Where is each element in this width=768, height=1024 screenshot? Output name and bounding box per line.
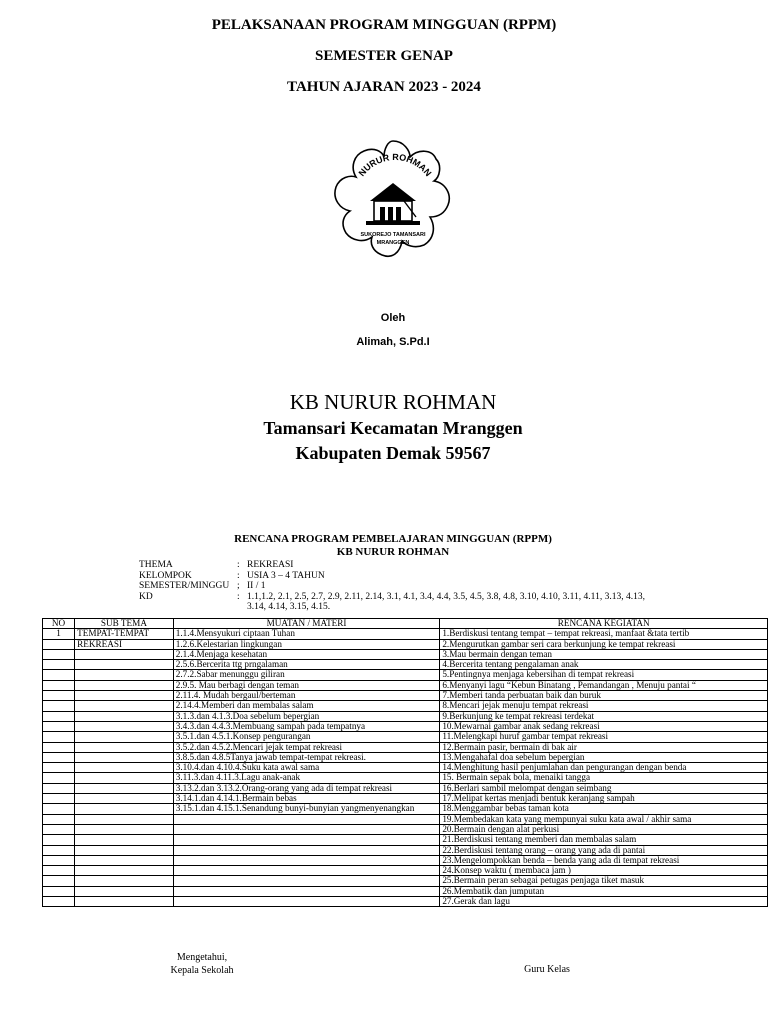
address-line2: Kabupaten Demak 59567: [295, 443, 491, 463]
cell-muatan: [173, 814, 440, 824]
cell-sub-tema: [75, 711, 174, 721]
cell-no: [43, 670, 75, 680]
cell-muatan: 3.4.3.dan 4.4.3.Membuang sampah pada tempatnya: [173, 721, 440, 731]
cell-sub-tema: [75, 845, 174, 855]
cell-rencana: 1.Berdiskusi tentang tempat – tempat rekreasi, manfaat &tata tertib: [440, 629, 768, 639]
cell-rencana: 8.Mencari jejak menuju tempat rekreasi: [440, 701, 768, 711]
cell-no: [43, 639, 75, 649]
logo-text-bottom1: SUKOREJO TAMANSARI: [360, 232, 426, 238]
cell-no: [43, 886, 75, 896]
table-row: [43, 639, 768, 649]
cell-sub-tema: [75, 783, 174, 793]
cell-rencana: 24.Konsep waktu ( membaca jam ): [440, 866, 768, 876]
sign-left-line2: Kepala Sekolah: [170, 965, 234, 976]
cell-rencana: 15. Bermain sepak bola, menaiki tangga: [440, 773, 768, 783]
info-value: USIA 3 – 4 TAHUN: [247, 570, 325, 581]
header-muatan: MUATAN / MATERI: [173, 619, 440, 629]
cell-no: [43, 783, 75, 793]
school-name: KB NURUR ROHMAN: [289, 390, 497, 414]
cell-muatan: [173, 845, 440, 855]
cell-rencana: 5.Pentingnya menjaga kebersihan di tempat rekreasi: [440, 670, 768, 680]
cell-muatan: [173, 835, 440, 845]
cell-muatan: 3.15.1.dan 4.15.1.Senandung bunyi-bunyian yangmenyenangkan: [173, 804, 440, 814]
cell-no: [43, 680, 75, 690]
cell-sub-tema: [75, 897, 174, 907]
cell-rencana: 13.Mengahafal doa sebelum bepergian: [440, 752, 768, 762]
table-row: [43, 794, 768, 804]
cell-muatan: 2.7.2.Sabar menunggu giliran: [173, 670, 440, 680]
table-row: [43, 824, 768, 834]
cell-muatan: 3.13.2.dan 3.13.2.Orang-orang yang ada di tempat rekreasi: [173, 783, 440, 793]
header-no: NO: [43, 619, 75, 629]
cell-muatan: 3.5.2.dan 4.5.2.Mencari jejak tempat rekreasi: [173, 742, 440, 752]
sign-left: [152, 951, 252, 977]
cell-sub-tema: [75, 660, 174, 670]
cell-rencana: 3.Mau bermain dengan teman: [440, 649, 768, 659]
address-line1: Tamansari Kecamatan Mranggen: [263, 418, 523, 438]
table-row: [43, 701, 768, 711]
cell-muatan: 3.8.5.dan 4.8.5Tanya jawab tempat-tempat rekreasi.: [173, 752, 440, 762]
cell-no: [43, 721, 75, 731]
cell-muatan: 3.14.1.dan 4.14.1.Bermain bebas: [173, 794, 440, 804]
cell-no: 1: [43, 629, 75, 639]
cell-muatan: 2.5.6.Bercerita ttg prngalaman: [173, 660, 440, 670]
table-row: [43, 670, 768, 680]
cell-no: [43, 701, 75, 711]
cell-muatan: 2.9.5. Mau berbagi dengan teman: [173, 680, 440, 690]
cell-sub-tema: [75, 814, 174, 824]
table-row: [43, 721, 768, 731]
cell-muatan: [173, 876, 440, 886]
cell-muatan: 3.11.3.dan 4.11.3.Lagu anak-anak: [173, 773, 440, 783]
rppm-title-line1: RENCANA PROGRAM PEMBELAJARAN MINGGUAN (RPPM): [234, 533, 552, 545]
logo-text-top: NURUR ROHMAN: [356, 151, 434, 179]
cell-no: [43, 866, 75, 876]
cell-sub-tema: [75, 691, 174, 701]
cell-muatan: [173, 886, 440, 896]
cell-muatan: 3.1.3.dan 4.1.3.Doa sebelum bepergian: [173, 711, 440, 721]
cell-muatan: [173, 824, 440, 834]
cell-sub-tema: [75, 752, 174, 762]
cell-sub-tema: [75, 855, 174, 865]
cell-sub-tema: TEMPAT-TEMPAT: [75, 629, 174, 639]
cell-rencana: 25.Bermain peran sebagai petugas penjaga tiket masuk: [440, 876, 768, 886]
cell-no: [43, 897, 75, 907]
cell-muatan: 2.14.4.Memberi dan membalas salam: [173, 701, 440, 711]
cell-muatan: 3.10.4.dan 4.10.4.Suku kata awal sama: [173, 763, 440, 773]
info-colon: [237, 602, 247, 613]
cell-sub-tema: [75, 670, 174, 680]
cell-muatan: [173, 897, 440, 907]
table-row: [43, 773, 768, 783]
cell-no: [43, 732, 75, 742]
cell-rencana: 27.Gerak dan lagu: [440, 897, 768, 907]
cover-title-line1: PELAKSANAAN PROGRAM MINGGUAN (RPPM): [211, 17, 557, 33]
cell-sub-tema: REKREASI: [75, 639, 174, 649]
table-row: [43, 752, 768, 762]
cell-muatan: 1.2.6.Kelestarian lingkungan: [173, 639, 440, 649]
school-logo: [330, 137, 456, 269]
cell-muatan: 1.1.4.Mensyukuri ciptaan Tuhan: [173, 629, 440, 639]
cell-sub-tema: [75, 721, 174, 731]
cell-rencana: 23.Mengelompokkan benda – benda yang ada di tempat rekreasi: [440, 855, 768, 865]
sign-left-line1: Mengetahui,: [176, 952, 228, 963]
info-key: KD: [139, 591, 153, 602]
table-row: [43, 711, 768, 721]
cell-no: [43, 660, 75, 670]
cell-no: [43, 763, 75, 773]
svg-text:NURUR ROHMAN: [357, 152, 434, 178]
table-row: [43, 814, 768, 824]
cell-rencana: 12.Bermain pasir, bermain di bak air: [440, 742, 768, 752]
table-row: [43, 855, 768, 865]
table-row: [43, 742, 768, 752]
info-row-thema: [139, 560, 677, 571]
cell-sub-tema: [75, 824, 174, 834]
sign-right: Guru Kelas: [524, 964, 570, 975]
table-row: [43, 660, 768, 670]
cell-sub-tema: [75, 773, 174, 783]
logo-text-bottom2: MRANGGEN: [376, 240, 410, 246]
cell-sub-tema: [75, 742, 174, 752]
info-row-semester: [139, 581, 677, 592]
table-row: [43, 629, 768, 639]
cell-no: [43, 845, 75, 855]
rppm-table: [42, 618, 768, 907]
cell-no: [43, 824, 75, 834]
cell-no: [43, 794, 75, 804]
cell-muatan: 2.1.4.Menjaga kesehatan: [173, 649, 440, 659]
cell-sub-tema: [75, 794, 174, 804]
cell-no: [43, 691, 75, 701]
rppm-title-line2: KB NURUR ROHMAN: [336, 546, 450, 558]
cell-no: [43, 742, 75, 752]
cell-no: [43, 814, 75, 824]
house-icon: [366, 183, 420, 225]
cell-rencana: 4.Bercerita tentang pengalaman anak: [440, 660, 768, 670]
table-row: [43, 897, 768, 907]
table-row: [43, 866, 768, 876]
cell-muatan: [173, 855, 440, 865]
table-row: [43, 804, 768, 814]
info-colon: :: [237, 560, 240, 570]
cell-no: [43, 835, 75, 845]
cell-sub-tema: [75, 866, 174, 876]
cover-title-line3: TAHUN AJARAN 2023 - 2024: [287, 79, 481, 95]
rppm-info: [139, 560, 677, 613]
info-key: SEMESTER/MINGGU: [139, 581, 230, 592]
table-body: [43, 629, 768, 907]
cell-no: [43, 876, 75, 886]
cell-rencana: 18.Menggambar bebas taman kota: [440, 804, 768, 814]
info-value: 1.1,1.2, 2.1, 2.5, 2.7, 2.9, 2.11, 2.14, 3.1, 4.1, 3.4, 4.4, 3.5, 4.5, 3.8, 4.8, 3.10, 4.10, 3.11, 4.11, 3.13, 4.13,: [247, 591, 645, 602]
cell-muatan: 2.11.4. Mudah bergaul/berteman: [173, 691, 440, 701]
cell-sub-tema: [75, 835, 174, 845]
header-sub-tema: SUB TEMA: [75, 619, 174, 629]
by-label: Oleh: [380, 312, 406, 324]
cell-rencana: 7.Memberi tanda perbuatan baik dan buruk: [440, 691, 768, 701]
cell-sub-tema: [75, 701, 174, 711]
cell-rencana: 22.Berdiskusi tentang orang – orang yang ada di pantai: [440, 845, 768, 855]
table-row: [43, 763, 768, 773]
cell-muatan: 3.5.1.dan 4.5.1.Konsep pengurangan: [173, 732, 440, 742]
cell-sub-tema: [75, 732, 174, 742]
cell-rencana: 6.Menyanyi lagu “Kebun Binatang , Pemandangan , Menuju pantai “: [440, 680, 768, 690]
cell-rencana: 26.Membatik dan jumputan: [440, 886, 768, 896]
rppm-title: [0, 533, 768, 559]
table-row: [43, 845, 768, 855]
cell-rencana: 10.Mewarnai gambar anak sedang rekreasi: [440, 721, 768, 731]
cell-rencana: 14.Menghitung hasil penjumlahan dan pengurangan dengan benda: [440, 763, 768, 773]
cell-rencana: 2.Mengurutkan gambar seri cara berkunjung ke tempat rekreasi: [440, 639, 768, 649]
cell-no: [43, 804, 75, 814]
table-row: [43, 876, 768, 886]
info-colon: :: [237, 570, 240, 581]
cell-sub-tema: [75, 763, 174, 773]
cell-no: [43, 855, 75, 865]
info-row-kelompok: [139, 571, 677, 582]
cell-rencana: 20.Bermain dengan alat perkusi: [440, 824, 768, 834]
cell-muatan: [173, 866, 440, 876]
cell-sub-tema: [75, 876, 174, 886]
cell-rencana: 21.Berdiskusi tentang memberi dan membalas salam: [440, 835, 768, 845]
cell-rencana: 17.Melipat kertas menjadi bentuk keranjang sampah: [440, 794, 768, 804]
table-row: [43, 886, 768, 896]
table-row: [43, 835, 768, 845]
info-colon: :: [237, 591, 240, 602]
info-key: [139, 602, 237, 613]
cell-rencana: 11.Melengkapi huruf gambar tempat rekreasi: [440, 732, 768, 742]
cell-sub-tema: [75, 680, 174, 690]
info-colon: ;: [237, 581, 240, 592]
info-value: 3.14, 4.14, 3.15, 4.15.: [247, 602, 331, 613]
info-row-kd-cont: [139, 602, 677, 613]
table-row: [43, 680, 768, 690]
cell-rencana: 16.Berlari sambil melompat dengan seimbang: [440, 783, 768, 793]
info-key: THEMA: [139, 560, 173, 570]
info-value: II / 1: [247, 581, 266, 592]
cell-rencana: 9.Berkunjung ke tempat rekreasi terdekat: [440, 711, 768, 721]
cell-sub-tema: [75, 886, 174, 896]
info-key: KELOMPOK: [139, 570, 192, 581]
author-name: Alimah, S.Pd.I: [356, 336, 430, 348]
table-row: [43, 691, 768, 701]
header-rencana: RENCANA KEGIATAN: [440, 619, 768, 629]
cell-no: [43, 773, 75, 783]
cell-sub-tema: [75, 804, 174, 814]
info-value: REKREASI: [247, 560, 294, 570]
info-row-kd: [139, 592, 677, 603]
cell-sub-tema: [75, 649, 174, 659]
cell-rencana: 19.Membedakan kata yang mempunyai suku kata awal / akhir sama: [440, 814, 768, 824]
table-row: [43, 783, 768, 793]
cell-no: [43, 711, 75, 721]
cover-title-line2: SEMESTER GENAP: [315, 48, 453, 64]
cell-no: [43, 649, 75, 659]
cell-no: [43, 752, 75, 762]
table-header-row: [43, 619, 768, 629]
table-row: [43, 732, 768, 742]
table-row: [43, 649, 768, 659]
